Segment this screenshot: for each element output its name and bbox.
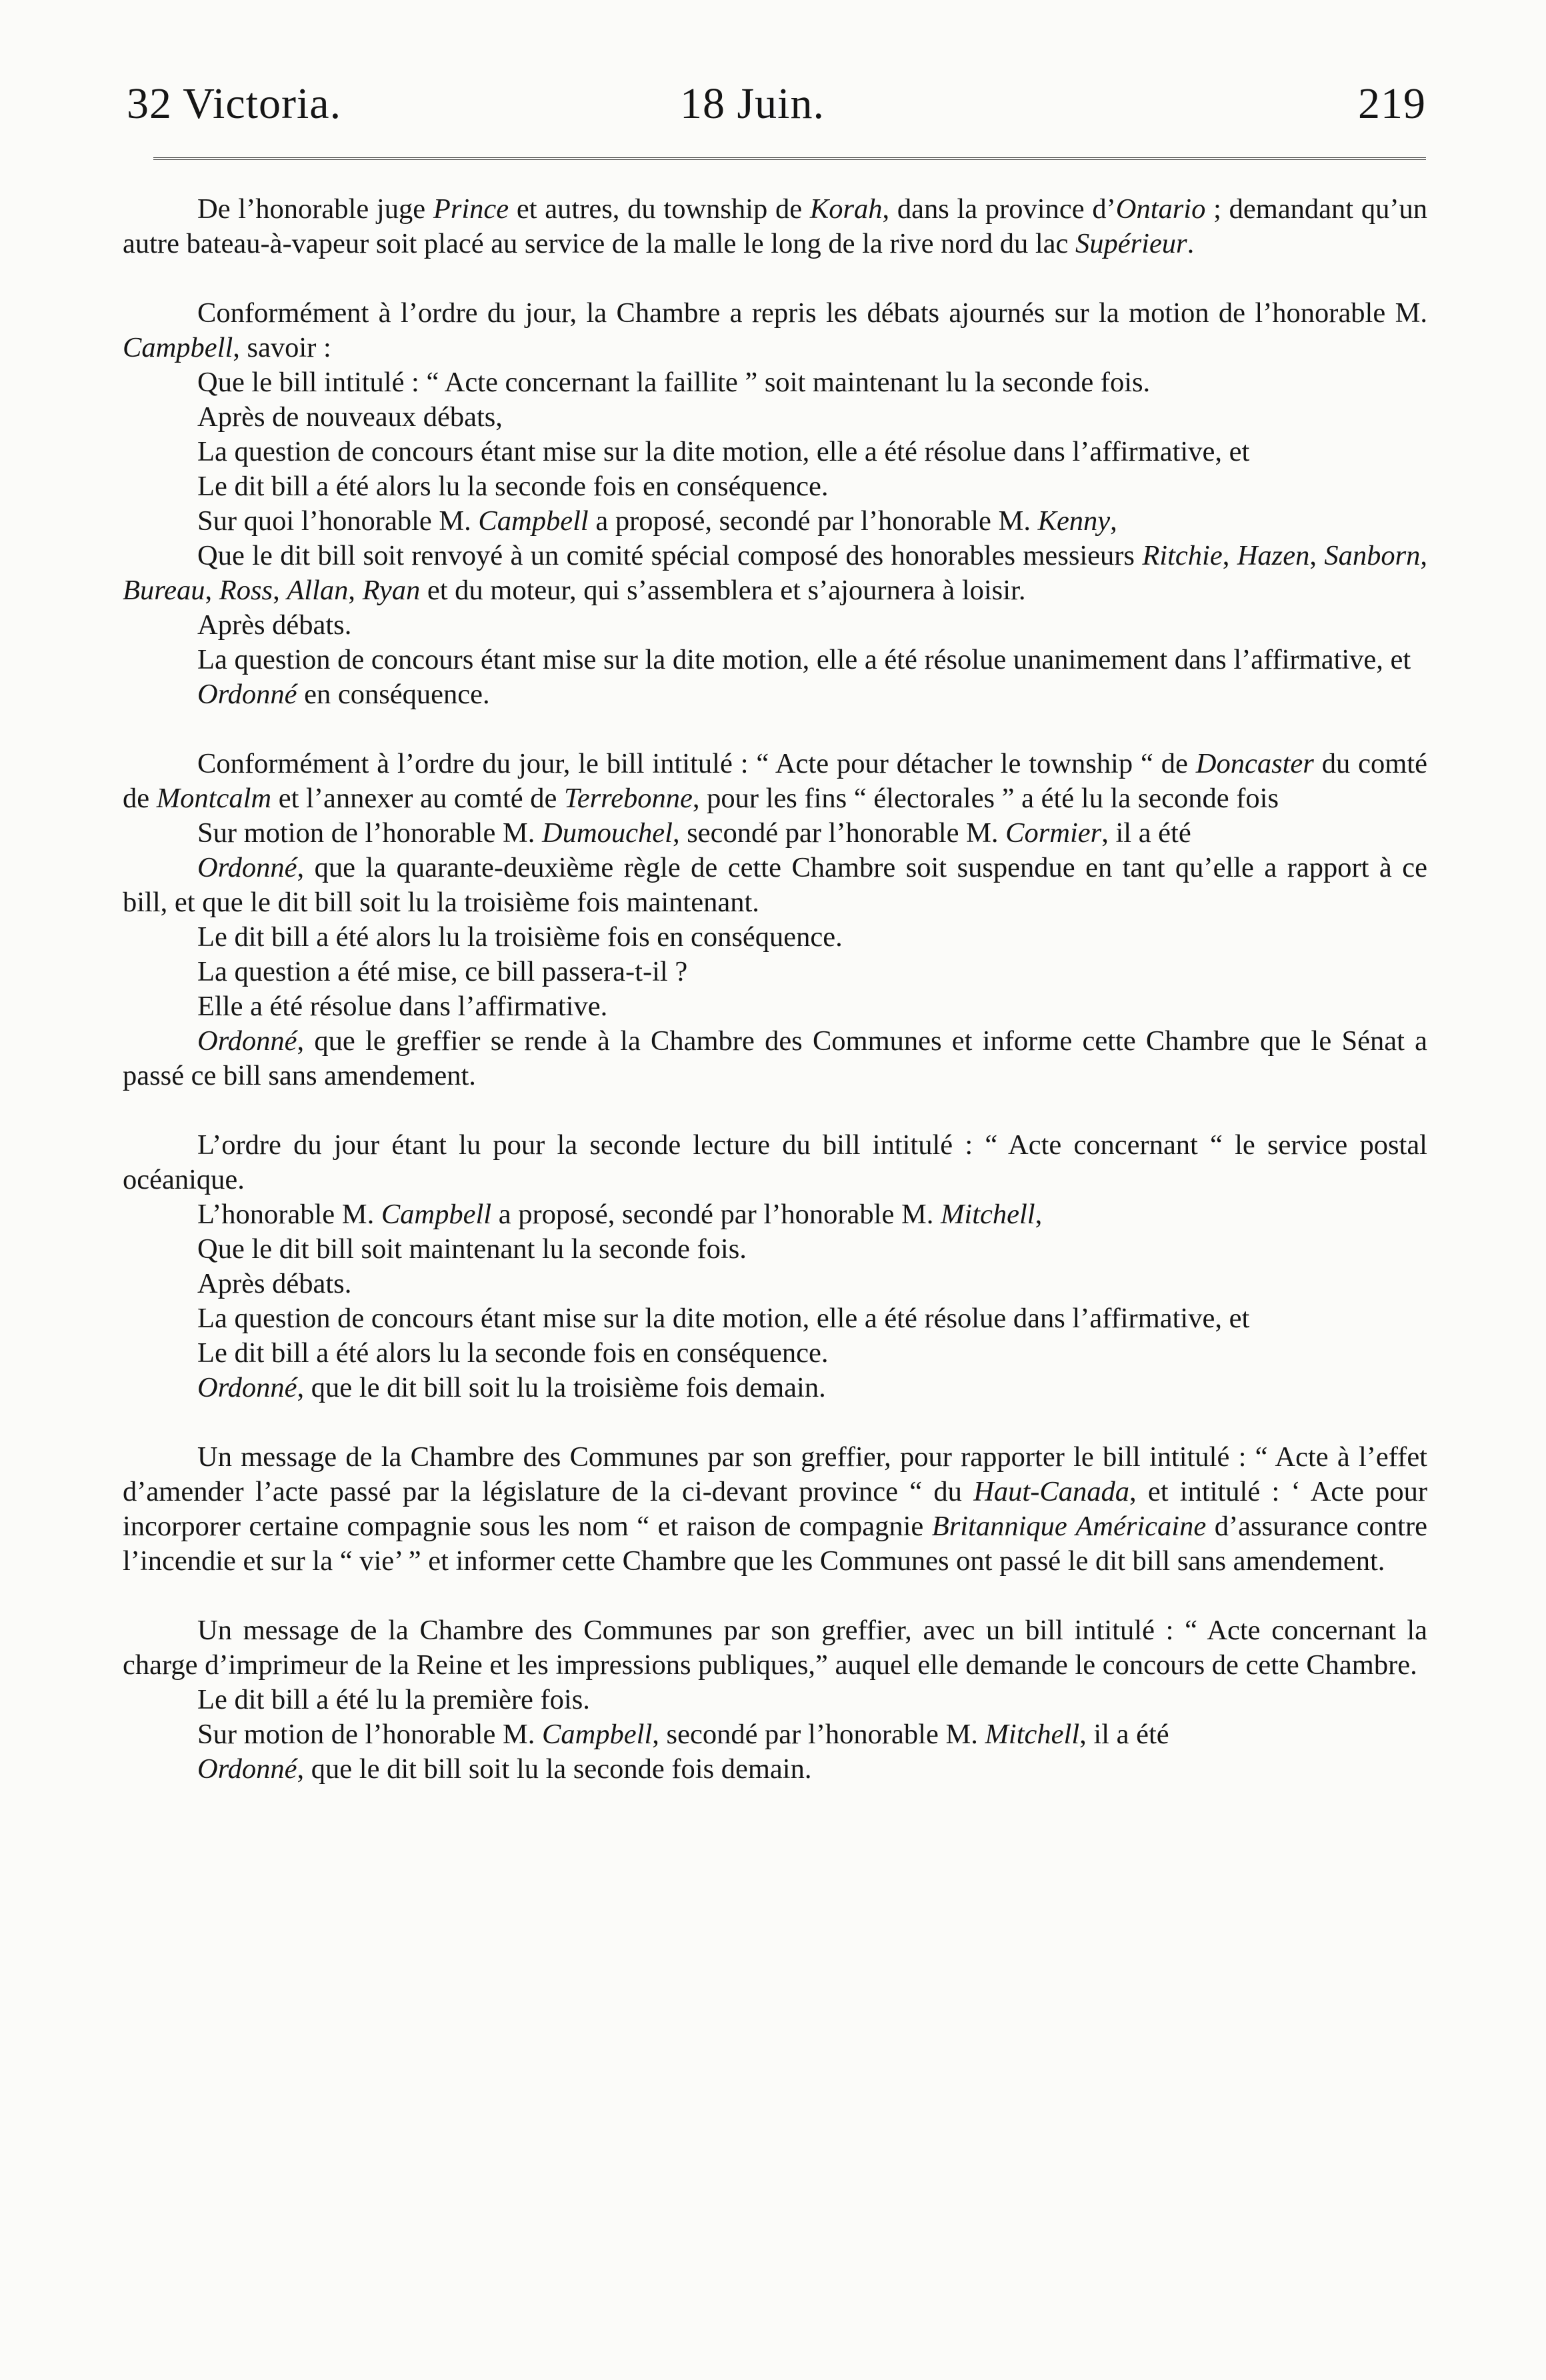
paragraph: Que le bill intitulé : “ Acte concernant la faillite ” soit maintenant lu la seconde fois. [197,367,1151,398]
paragraph: De l’honorable juge Prince et autres, du township de Korah, dans la province d’Ontario ; demandant qu’un autre bateau-à-vapeur soit placé au service de la malle le long de la rive nord du lac Supérieur. [123,193,1427,259]
page-number: 219 [1358,79,1426,128]
paragraph: Que le dit bill soit maintenant lu la seconde fois. [197,1233,747,1265]
paragraph: La question de concours étant mise sur la dite motion, elle a été résolue dans l’affirmative, et [197,436,1250,467]
paragraph: La question a été mise, ce bill passera-t-il ? [197,956,688,987]
paragraph: Sur motion de l’honorable M. Dumouchel, secondé par l’honorable M. Cormier, il a été [197,817,1191,849]
paragraph: Le dit bill a été alors lu la seconde fois en conséquence. [197,1337,829,1369]
paragraph: L’ordre du jour étant lu pour la seconde lecture du bill intitulé : “ Acte concernant “ le service postal océanique. [123,1129,1427,1195]
paragraph: Le dit bill a été alors lu la troisième fois en conséquence. [197,921,843,953]
paragraph: Sur quoi l’honorable M. Campbell a proposé, secondé par l’honorable M. Kenny, [197,505,1117,537]
paragraph: Un message de la Chambre des Communes par son greffier, avec un bill intitulé : “ Acte concernant la charge d’imprimeur de la Reine et les impressions publiques,” auquel elle demande le concours de cette Chambre. [123,1615,1427,1681]
header-rule [153,157,1426,160]
paragraph: Le dit bill a été lu la première fois. [197,1684,590,1715]
header-session: 32 Victoria. [127,79,342,128]
paragraph: Ordonné, que la quarante-deuxième règle de cette Chambre soit suspendue en tant qu’elle a rapport à ce bill, et que le dit bill soit lu la troisième fois maintenant. [123,852,1427,918]
paragraph: Le dit bill a été alors lu la seconde fois en conséquence. [197,471,829,502]
paragraph: Conformément à l’ordre du jour, le bill intitulé : “ Acte pour détacher le township “ de Doncaster du comté de Montcalm et l’annexer au comté de Terrebonne, pour les fins “ électorales ” a été lu la seconde fois [123,748,1428,814]
paragraph: Sur motion de l’honorable M. Campbell, secondé par l’honorable M. Mitchell, il a été [197,1719,1169,1750]
running-header [127,79,1426,139]
paragraph: Ordonné, que le greffier se rende à la Chambre des Communes et informe cette Chambre que le Sénat a passé ce bill sans amendement. [123,1025,1427,1091]
paragraph: Que le dit bill soit renvoyé à un comité spécial composé des honorables messieurs Ritchie, Hazen, Sanborn, Bureau, Ross, Allan, Ryan et du moteur, qui s’assemblera et s’ajournera à loisir. [123,540,1427,606]
paragraph: Après débats. [197,1268,352,1299]
paragraph: L’honorable M. Campbell a proposé, secondé par l’honorable M. Mitchell, [197,1199,1043,1230]
header-date: 18 Juin. [680,79,825,128]
paragraph: Un message de la Chambre des Communes par son greffier, pour rapporter le bill intitulé : “ Acte à l’effet d’amender l’acte passé par la législature de la ci-devant province “ du Haut-Canada, et intitulé : ‘ Acte pour incorporer certaine compagnie sous les nom “ et raison de compagnie Britannique Américaine d’assurance contre l’incendie et sur la “ vie’ ” et informer cette Chambre que les Communes ont passé le dit bill sans amendement. [123,1441,1427,1577]
document-body [123,192,1427,1787]
paragraph: Après débats. [197,609,352,641]
paragraph: Ordonné en conséquence. [197,679,490,710]
paragraph: La question de concours étant mise sur la dite motion, elle a été résolue unanimement dans l’affirmative, et [197,644,1411,675]
paragraph: Ordonné, que le dit bill soit lu la seconde fois demain. [197,1753,812,1785]
paragraph: Ordonné, que le dit bill soit lu la troisième fois demain. [197,1372,826,1403]
paragraph: Après de nouveaux débats, [197,401,503,433]
paragraph: La question de concours étant mise sur la dite motion, elle a été résolue dans l’affirmative, et [197,1303,1250,1334]
paragraph: Conformément à l’ordre du jour, la Chambre a repris les débats ajournés sur la motion de l’honorable M. Campbell, savoir : [123,297,1427,363]
paragraph: Elle a été résolue dans l’affirmative. [197,991,608,1022]
